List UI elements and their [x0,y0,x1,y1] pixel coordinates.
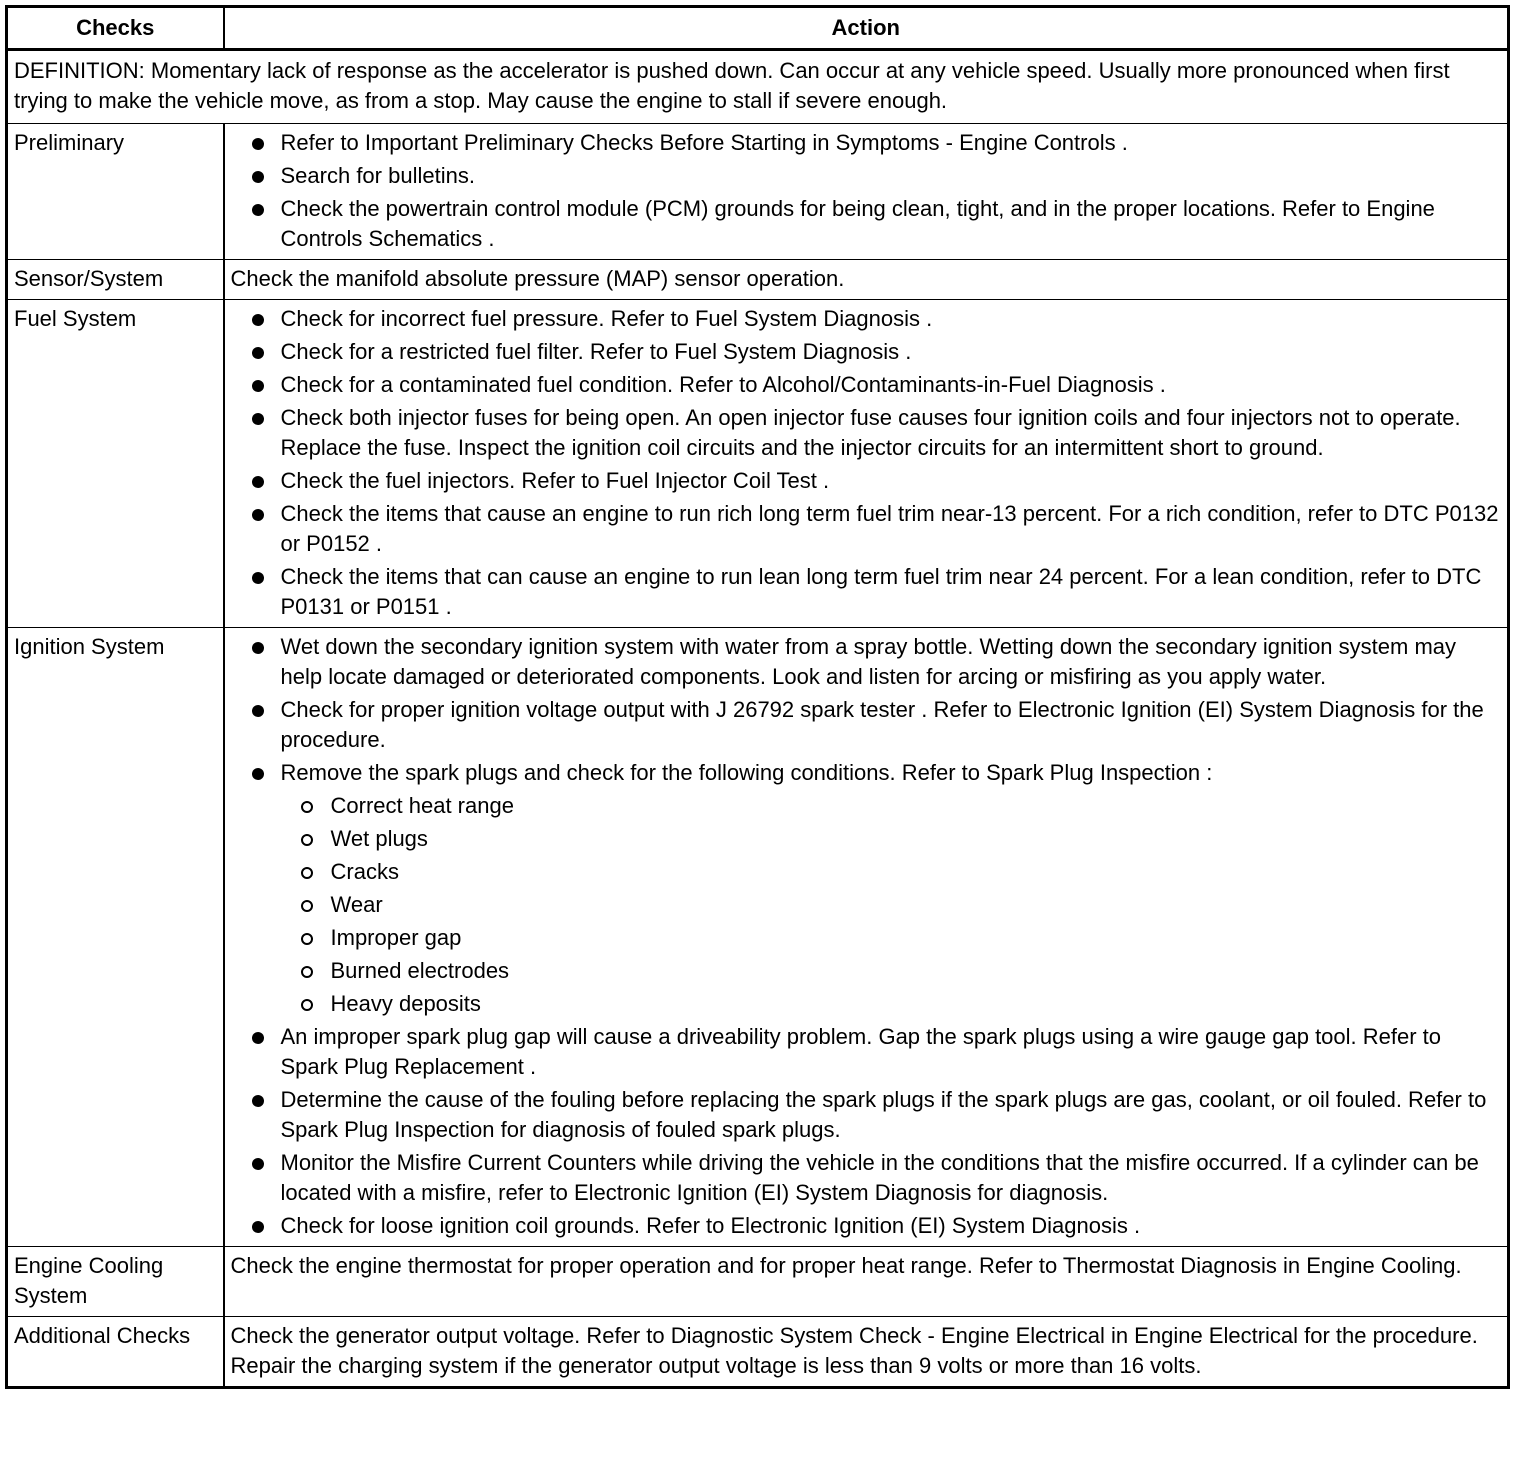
list-item-text: Remove the spark plugs and check for the following conditions. Refer to Spark Plug Inspection : [280,760,1213,785]
list-item-text: Check for proper ignition voltage output with J 26792 spark tester . Refer to Electronic Ignition (EI) System Diagnosis for the procedure. [280,697,1484,752]
list-item [231,128,1502,158]
list-item-text: Monitor the Misfire Current Counters while driving the vehicle in the conditions that the misfire occurred. If a cylinder can be located with a misfire, refer to Electronic Ignition (EI) System Diagnosis for diagnosis. [280,1150,1479,1205]
hollow-bullet-icon [301,834,313,846]
bullet-icon [252,642,264,654]
hollow-bullet-icon [301,933,313,945]
list-item [231,194,1502,254]
bullet-icon [252,509,264,521]
sub-list-item [281,857,1502,887]
list-item-text: Check the fuel injectors. Refer to Fuel Injector Coil Test . [280,468,830,493]
list-item [231,337,1502,367]
list-item [231,632,1502,692]
bullet-icon [252,413,264,425]
bullet-list [231,128,1502,254]
row-label-preliminary: Preliminary [7,124,224,260]
definition-row [7,50,1509,124]
bullet-list [231,632,1502,1241]
sub-list-item [281,824,1502,854]
header-action: Action [224,7,1509,50]
row-additional-checks [7,1317,1509,1388]
hollow-bullet-icon [301,867,313,879]
header-checks: Checks [7,7,224,50]
list-item-text: Check for loose ignition coil grounds. Refer to Electronic Ignition (EI) System Diagnosis . [280,1213,1141,1238]
bullet-icon [252,380,264,392]
list-item [231,1211,1502,1241]
sub-list-item [281,989,1502,1019]
row-action-preliminary [224,124,1509,260]
bullet-icon [252,476,264,488]
hollow-bullet-icon [301,900,313,912]
bullet-icon [252,572,264,584]
list-item-text: Check the powertrain control module (PCM) grounds for being clean, tight, and in the proper locations. Refer to Engine Controls Schematics . [280,196,1435,251]
sub-list-item-text: Heavy deposits [330,991,481,1016]
bullet-icon [252,1095,264,1107]
row-engine-cooling-system [7,1247,1509,1317]
list-item [231,304,1502,334]
row-action-fuel-system [224,300,1509,628]
list-item [231,466,1502,496]
bullet-icon [252,1158,264,1170]
list-item-text: Wet down the secondary ignition system with water from a spray bottle. Wetting down the secondary ignition system may help locate damaged or deteriorated components. Look and listen for arcing or misfiring as you apply water. [280,634,1457,689]
list-item-text: Check for a restricted fuel filter. Refer to Fuel System Diagnosis . [280,339,912,364]
row-sensor-system [7,260,1509,300]
list-item-text: Search for bulletins. [280,163,475,188]
row-action-sensor-system: Check the manifold absolute pressure (MAP) sensor operation. [224,260,1509,300]
list-item-text: Check for a contaminated fuel condition. Refer to Alcohol/Contaminants-in-Fuel Diagnosis . [280,372,1166,397]
list-item [231,403,1502,463]
hollow-bullet-icon [301,999,313,1011]
bullet-icon [252,171,264,183]
sub-list-item-text: Wear [330,892,383,917]
bullet-icon [252,138,264,150]
list-item-text: Determine the cause of the fouling before replacing the spark plugs if the spark plugs are gas, coolant, or oil fouled. Refer to Spark Plug Inspection for diagnosis of fouled spark plugs. [280,1087,1487,1142]
hollow-bullet-icon [301,801,313,813]
row-fuel-system [7,300,1509,628]
bullet-icon [252,1032,264,1044]
sub-list-item-text: Cracks [330,859,399,884]
list-item-text: An improper spark plug gap will cause a driveability problem. Gap the spark plugs using a wire gauge gap tool. Refer to Spark Plug Replacement . [280,1024,1442,1079]
row-label-additional-checks: Additional Checks [7,1317,224,1388]
list-item [231,1148,1502,1208]
bullet-icon [252,705,264,717]
list-item-text: Check both injector fuses for being open. An open injector fuse causes four ignition coils and four injectors not to operate. Replace the fuse. Inspect the ignition coil circuits and the injector circuits for an intermittent short to ground. [280,405,1461,460]
sub-list-item [281,956,1502,986]
row-label-sensor-system: Sensor/System [7,260,224,300]
bullet-list [231,304,1502,622]
row-action-ignition-system [224,628,1509,1247]
diagnostic-table-container [5,5,1507,1389]
list-item [231,562,1502,622]
sub-list-item [281,890,1502,920]
sub-list-item-text: Correct heat range [330,793,514,818]
hollow-bullet-icon [301,966,313,978]
list-item [231,758,1502,1019]
list-item [231,161,1502,191]
definition-text: DEFINITION: Momentary lack of response as the accelerator is pushed down. Can occur at any vehicle speed. Usually more pronounced when first trying to make the vehicle move, as from a stop. May cause the engine to stall if severe enough. [7,50,1509,124]
bullet-icon [252,768,264,780]
row-preliminary [7,124,1509,260]
row-label-fuel-system: Fuel System [7,300,224,628]
list-item [231,1022,1502,1082]
row-label-engine-cooling-system: Engine Cooling System [7,1247,224,1317]
sub-list-item-text: Wet plugs [330,826,428,851]
list-item [231,370,1502,400]
header-row [7,7,1509,50]
bullet-icon [252,204,264,216]
row-action-additional-checks: Check the generator output voltage. Refer to Diagnostic System Check - Engine Electrical in Engine Electrical for the procedure. Repair the charging system if the generator output voltage is less than 9 volts or more than 16 volts. [224,1317,1509,1388]
list-item-text: Refer to Important Preliminary Checks Before Starting in Symptoms - Engine Controls . [280,130,1128,155]
list-item [231,1085,1502,1145]
sub-list-item [281,923,1502,953]
hesitation-diagnostic-table [5,5,1510,1389]
row-action-engine-cooling-system: Check the engine thermostat for proper operation and for proper heat range. Refer to Thermostat Diagnosis in Engine Cooling. [224,1247,1509,1317]
sub-list-item [281,791,1502,821]
row-label-ignition-system: Ignition System [7,628,224,1247]
bullet-icon [252,314,264,326]
sub-bullet-list [281,791,1502,1019]
list-item-text: Check the items that can cause an engine to run lean long term fuel trim near 24 percent. For a lean condition, refer to DTC P0131 or P0151 . [280,564,1482,619]
list-item [231,499,1502,559]
list-item-text: Check for incorrect fuel pressure. Refer to Fuel System Diagnosis . [280,306,933,331]
bullet-icon [252,347,264,359]
list-item [231,695,1502,755]
sub-list-item-text: Improper gap [330,925,462,950]
bullet-icon [252,1221,264,1233]
list-item-text: Check the items that cause an engine to run rich long term fuel trim near-13 percent. For a rich condition, refer to DTC P0132 or P0152 . [280,501,1499,556]
row-ignition-system [7,628,1509,1247]
sub-list-item-text: Burned electrodes [330,958,510,983]
